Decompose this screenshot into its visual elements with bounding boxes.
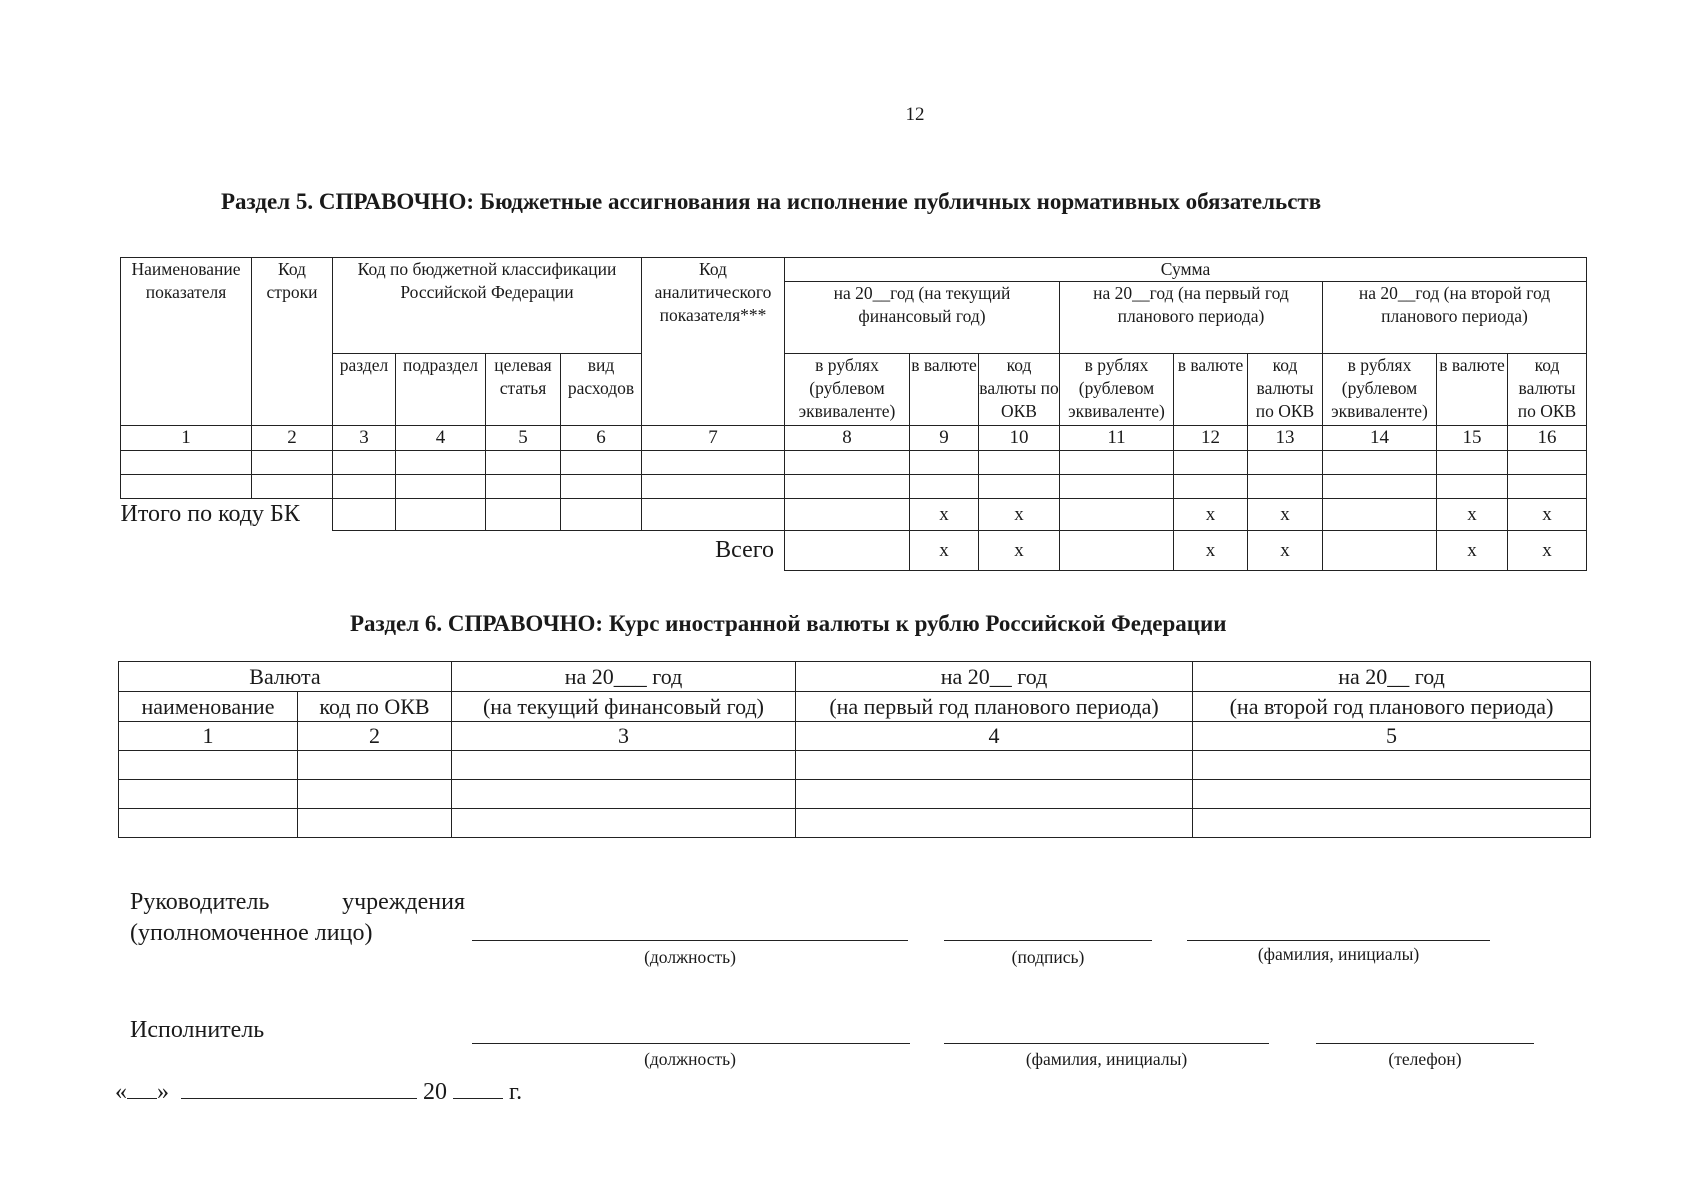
empty-cell[interactable] <box>1193 780 1591 809</box>
column-number: 9 <box>910 426 979 451</box>
empty-cell[interactable] <box>333 475 396 499</box>
date-day-field[interactable] <box>127 1076 157 1099</box>
empty-cell[interactable] <box>1437 451 1508 475</box>
column-number: 2 <box>252 426 333 451</box>
head-caption-position: (должность) <box>644 947 736 967</box>
head-caption-name: (фамилия, инициалы) <box>1257 944 1420 964</box>
header-year-first: на 20__ год <box>796 662 1193 692</box>
itogo-label: Итого по коду БК <box>120 501 300 528</box>
empty-cell[interactable] <box>1437 475 1508 499</box>
header-okv-second: код валюты по ОКВ <box>1508 354 1587 426</box>
header-rub-current: в рублях (рублевом эквиваленте) <box>785 354 910 426</box>
x-mark: x <box>1508 531 1587 571</box>
date-line <box>115 1076 522 1106</box>
empty-cell[interactable] <box>979 451 1060 475</box>
x-mark: x <box>1248 499 1323 531</box>
empty-cell[interactable] <box>642 499 785 531</box>
section5-table <box>120 257 1587 571</box>
header-val-current: в валюте <box>910 354 979 426</box>
head-label <box>130 887 465 949</box>
x-mark: x <box>1174 499 1248 531</box>
section5-title: Раздел 5. СПРАВОЧНО: Бюджетные ассигнования на исполнение публичных нормативных обязательств <box>221 189 1322 214</box>
column-number: 11 <box>1060 426 1174 451</box>
header-period-current: на 20__год (на текущий финансовый год) <box>785 282 1060 354</box>
header-indicator-name: Наименование показателя <box>121 258 252 426</box>
head-caption-signature: (подпись) <box>1011 947 1085 967</box>
empty-cell[interactable] <box>910 475 979 499</box>
executor-caption-position: (должность) <box>644 1049 736 1069</box>
empty-cell[interactable] <box>1060 475 1174 499</box>
table-row <box>121 451 1587 475</box>
x-mark: x <box>1437 531 1508 571</box>
column-number: 4 <box>396 426 486 451</box>
header-sum: Сумма <box>785 258 1587 282</box>
empty-cell[interactable] <box>796 809 1193 838</box>
column-number: 16 <box>1508 426 1587 451</box>
empty-cell[interactable] <box>298 809 452 838</box>
header-val-second: в валюте <box>1437 354 1508 426</box>
empty-cell[interactable] <box>642 451 785 475</box>
table-row <box>121 475 1587 499</box>
header-analytic-code: Код аналитического показателя*** <box>642 258 785 426</box>
column-number: 5 <box>1193 722 1591 751</box>
header-bk-code: Код по бюджетной классификации Российской Федерации <box>333 258 642 354</box>
head-signature-line[interactable] <box>944 940 1152 941</box>
empty-cell[interactable] <box>1508 451 1587 475</box>
empty-cell[interactable] <box>396 451 486 475</box>
column-number: 10 <box>979 426 1060 451</box>
date-year-suffix: г. <box>509 1079 523 1105</box>
itogo-row <box>121 499 1587 531</box>
column-number: 12 <box>1174 426 1248 451</box>
column-number: 3 <box>333 426 396 451</box>
head-position-line[interactable] <box>472 940 908 941</box>
empty-cell[interactable] <box>252 475 333 499</box>
x-mark: x <box>979 499 1060 531</box>
empty-cell[interactable] <box>1323 451 1437 475</box>
date-open-quote: « <box>115 1079 127 1105</box>
header-year-first-sub: (на первый год планового периода) <box>796 692 1193 722</box>
empty-cell[interactable] <box>1060 451 1174 475</box>
column-number: 7 <box>642 426 785 451</box>
x-mark: x <box>1174 531 1248 571</box>
x-mark: x <box>979 531 1060 571</box>
x-mark: x <box>1437 499 1508 531</box>
empty-cell[interactable] <box>486 475 561 499</box>
empty-cell[interactable] <box>486 451 561 475</box>
header-val-first: в валюте <box>1174 354 1248 426</box>
header-year-second: на 20__ год <box>1193 662 1591 692</box>
table-row <box>119 751 1591 780</box>
header-okv-current: код валюты по ОКВ <box>979 354 1060 426</box>
empty-cell[interactable] <box>452 751 796 780</box>
header-rub-second: в рублях (рублевом эквиваленте) <box>1323 354 1437 426</box>
executor-name-line[interactable] <box>944 1043 1269 1044</box>
empty-cell[interactable] <box>1174 475 1248 499</box>
header-okv-first: код валюты по ОКВ <box>1248 354 1323 426</box>
date-month-field[interactable] <box>181 1076 417 1099</box>
vsego-row <box>121 531 1587 571</box>
executor-label: Исполнитель <box>130 1017 265 1043</box>
empty-cell[interactable] <box>119 809 298 838</box>
empty-cell[interactable] <box>1323 499 1437 531</box>
header-period-first: на 20__год (на первый год планового периода) <box>1060 282 1323 354</box>
date-close-quote: » <box>157 1079 169 1105</box>
empty-cell[interactable] <box>333 499 396 531</box>
column-number: 14 <box>1323 426 1437 451</box>
empty-cell[interactable] <box>119 780 298 809</box>
executor-caption-phone: (телефон) <box>1388 1049 1462 1069</box>
empty-cell[interactable] <box>1323 531 1437 571</box>
section6-table <box>118 661 1591 838</box>
empty-cell[interactable] <box>785 499 910 531</box>
empty-cell[interactable] <box>796 780 1193 809</box>
header-vid-rashodov: вид расходов <box>561 354 642 426</box>
column-number: 5 <box>486 426 561 451</box>
empty-cell[interactable] <box>119 751 298 780</box>
header-podrazdel: подраздел <box>396 354 486 426</box>
empty-cell[interactable] <box>979 475 1060 499</box>
empty-cell[interactable] <box>121 451 252 475</box>
x-mark: x <box>910 499 979 531</box>
column-number: 13 <box>1248 426 1323 451</box>
empty-cell[interactable] <box>333 451 396 475</box>
date-year-field[interactable] <box>453 1076 503 1099</box>
table-row <box>119 780 1591 809</box>
empty-cell[interactable] <box>252 451 333 475</box>
empty-cell[interactable] <box>298 780 452 809</box>
empty-cell[interactable] <box>452 809 796 838</box>
header-year-current-sub: (на текущий финансовый год) <box>452 692 796 722</box>
empty-cell[interactable] <box>486 499 561 531</box>
empty-cell[interactable] <box>561 475 642 499</box>
empty-cell[interactable] <box>785 475 910 499</box>
head-name-line[interactable] <box>1187 940 1490 941</box>
header-razdel: раздел <box>333 354 396 426</box>
column-number: 15 <box>1437 426 1508 451</box>
header-row-code: Код строки <box>252 258 333 426</box>
empty-cell[interactable] <box>1193 809 1591 838</box>
x-mark: x <box>910 531 979 571</box>
head-label-line2: (уполномоченное лицо) <box>130 920 373 946</box>
empty-cell[interactable] <box>561 499 642 531</box>
column-number: 6 <box>561 426 642 451</box>
empty-cell[interactable] <box>396 475 486 499</box>
page-number: 12 <box>905 104 925 125</box>
empty-cell[interactable] <box>1323 475 1437 499</box>
x-mark: x <box>1508 499 1587 531</box>
date-year-prefix: 20 <box>423 1079 447 1105</box>
empty-cell[interactable] <box>1248 475 1323 499</box>
column-number: 1 <box>121 426 252 451</box>
section6-title: Раздел 6. СПРАВОЧНО: Курс иностранной валюты к рублю Российской Федерации <box>350 611 1227 636</box>
table-row <box>119 809 1591 838</box>
executor-position-line[interactable] <box>472 1043 910 1044</box>
header-rub-first: в рублях (рублевом эквиваленте) <box>1060 354 1174 426</box>
column-number: 4 <box>796 722 1193 751</box>
empty-cell[interactable] <box>1193 751 1591 780</box>
column-number: 1 <box>119 722 298 751</box>
header-celevaya: целевая статья <box>486 354 561 426</box>
column-number: 2 <box>298 722 452 751</box>
empty-cell[interactable] <box>298 751 452 780</box>
column-number: 8 <box>785 426 910 451</box>
column-number: 3 <box>452 722 796 751</box>
empty-cell[interactable] <box>121 475 252 499</box>
column-number-row <box>121 426 1587 451</box>
empty-cell[interactable] <box>1060 499 1174 531</box>
executor-phone-line[interactable] <box>1316 1043 1534 1044</box>
header-currency: Валюта <box>119 662 452 692</box>
header-currency-okv: код по ОКВ <box>298 692 452 722</box>
header-period-second: на 20__год (на второй год планового периода) <box>1323 282 1587 354</box>
empty-cell[interactable] <box>785 451 910 475</box>
empty-cell[interactable] <box>1508 475 1587 499</box>
x-mark: x <box>1248 531 1323 571</box>
empty-cell[interactable] <box>561 451 642 475</box>
empty-cell[interactable] <box>642 475 785 499</box>
header-currency-name: наименование <box>119 692 298 722</box>
header-year-second-sub: (на второй год планового периода) <box>1193 692 1591 722</box>
header-year-current: на 20___ год <box>452 662 796 692</box>
vsego-label: Всего <box>715 537 774 564</box>
executor-caption-name: (фамилия, инициалы) <box>1025 1049 1188 1069</box>
head-label-line1: Руководитель учреждения <box>130 889 465 915</box>
empty-cell[interactable] <box>452 780 796 809</box>
empty-cell[interactable] <box>1174 451 1248 475</box>
empty-cell[interactable] <box>1060 531 1174 571</box>
empty-cell[interactable] <box>796 751 1193 780</box>
empty-cell[interactable] <box>910 451 979 475</box>
empty-cell[interactable] <box>396 499 486 531</box>
empty-cell[interactable] <box>1248 451 1323 475</box>
empty-cell[interactable] <box>785 531 910 571</box>
